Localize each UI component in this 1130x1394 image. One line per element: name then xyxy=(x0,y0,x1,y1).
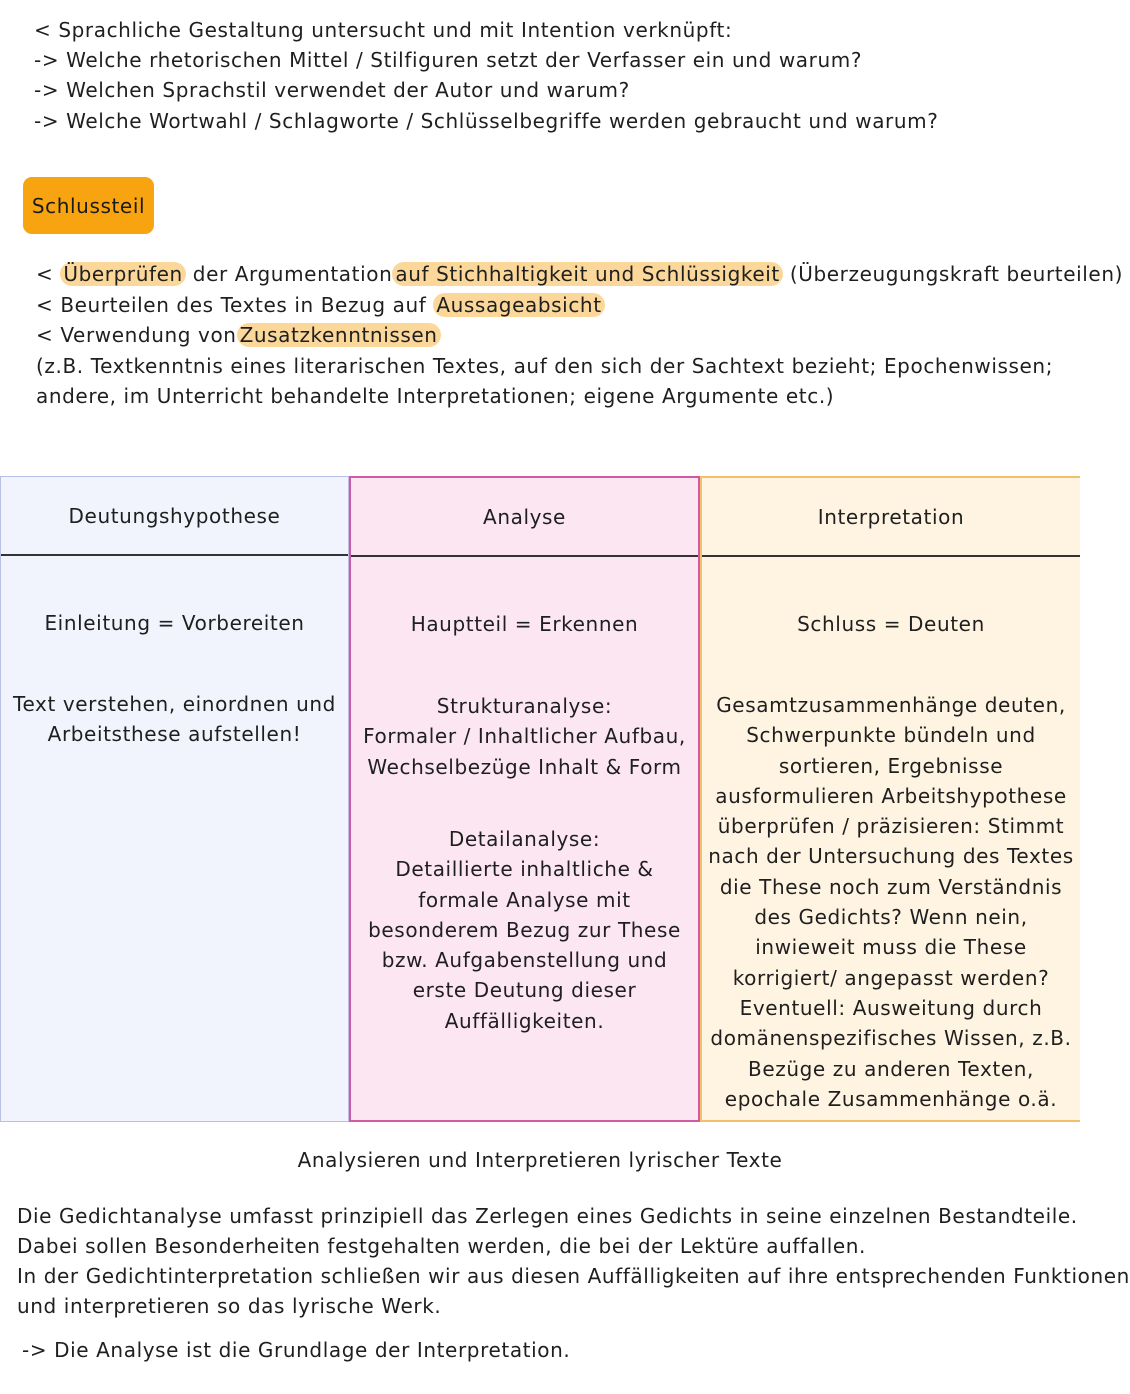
top-line-3: -> Welchen Sprachstil verwendet der Autor und warum? xyxy=(34,78,630,102)
column-text xyxy=(9,689,340,750)
text-line: Detaillierte inhaltliche & xyxy=(395,857,654,882)
text-line: Formaler / Inhaltlicher Aufbau, xyxy=(363,724,686,749)
column-header: Analyse xyxy=(351,478,698,557)
highlight-zusatzkenntnissen: Zusatzkenntnissen xyxy=(237,323,441,347)
text-line: erste Deutung dieser xyxy=(412,978,637,1003)
schlussteil-badge: Schlussteil xyxy=(23,177,154,234)
strukturanalyse-text xyxy=(359,691,690,782)
bottom-paragraph-line-2: Dabei sollen Besonderheiten festgehalten werden, die bei der Lektüre auffallen. xyxy=(17,1234,866,1258)
highlight-ueberpruefen: Überprüfen xyxy=(60,262,185,286)
highlight-aussageabsicht: Aussageabsicht xyxy=(433,293,604,317)
text-line: bzw. Aufgabenstellung und xyxy=(381,948,668,973)
text-line: Wechselbezüge Inhalt & Form xyxy=(367,754,682,779)
text-line: epochale Zusammenhänge o.ä. xyxy=(724,1086,1058,1111)
text-line: besonderem Bezug zur These xyxy=(368,917,681,942)
text-line: formale Analyse mit xyxy=(418,887,631,912)
text-line: die These noch zum Verständnis xyxy=(719,874,1063,899)
text-line: Schwerpunkte bündeln und xyxy=(746,723,1036,748)
schluss-line-3 xyxy=(36,320,441,350)
schluss-line-1 xyxy=(36,259,1123,289)
text-line: überprüfen / präzisieren: Stimmt xyxy=(717,814,1065,839)
text-line: Text verstehen, einordnen und xyxy=(13,692,336,716)
schluss-line-2-text: < Beurteilen des Textes in Bezug auf xyxy=(36,293,427,317)
bottom-conclusion: -> Die Analyse ist die Grundlage der Interpretation. xyxy=(22,1338,571,1362)
bottom-paragraph-line-3: In der Gedichtinterpretation schließen wir aus diesen Auffälligkeiten auf ihre entsprechenden Funktionen xyxy=(17,1264,1130,1288)
column-header: Deutungshypothese xyxy=(1,477,348,556)
column-title: Einleitung = Vorbereiten xyxy=(44,611,305,635)
text-line: Arbeitsthese aufstellen! xyxy=(47,722,302,747)
detailanalyse-text xyxy=(359,824,690,1036)
schluss-line-3-text: < Verwendung von xyxy=(36,323,237,347)
column-interpretation xyxy=(700,476,1080,1122)
text-line: Detailanalyse: xyxy=(448,827,601,851)
column-deutungshypothese xyxy=(0,476,349,1122)
schluss-line-4: (z.B. Textkenntnis eines literarischen Textes, auf den sich der Sachtext bezieht; Epochenwissen; xyxy=(36,354,1054,378)
text-line: sortieren, Ergebnisse xyxy=(778,753,1004,778)
bottom-paragraph-line-4: und interpretieren so das lyrische Werk. xyxy=(17,1294,442,1318)
schluss-line-2 xyxy=(36,290,605,320)
highlight-stichhaltigkeit: auf Stichhaltigkeit und Schlüssigkeit xyxy=(392,262,782,286)
text-line: domänenspezifisches Wissen, z.B. xyxy=(710,1026,1072,1051)
bottom-paragraph-line-1: Die Gedichtanalyse umfasst prinzipiell das Zerlegen eines Gedichts in seine einzelnen Bestandteile. xyxy=(17,1204,1078,1228)
text-line: Auffälligkeiten. xyxy=(444,1008,605,1033)
text-line: nach der Untersuchung des Textes xyxy=(708,844,1074,869)
top-line-2: -> Welche rhetorischen Mittel / Stilfiguren setzt der Verfasser ein und warum? xyxy=(34,48,863,72)
text-line: Eventuell: Ausweitung durch xyxy=(739,995,1043,1020)
text-line: Bezüge zu anderen Texten, xyxy=(748,1056,1034,1081)
column-title: Hauptteil = Erkennen xyxy=(410,612,639,636)
text-line: Strukturanalyse: xyxy=(436,694,613,718)
text-line: korrigiert/ angepasst werden? xyxy=(732,965,1050,990)
schluss-line-1-mid: der Argumentation xyxy=(192,262,393,286)
section-title: Analysieren und Interpretieren lyrischer Texte xyxy=(297,1148,783,1172)
text-line: des Gedichts? Wenn nein, xyxy=(754,905,1028,930)
bullet-prefix: < xyxy=(36,262,54,286)
text-line: inwieweit muss die These xyxy=(755,935,1027,960)
column-text xyxy=(704,690,1078,1114)
text-line: Gesamtzusammenhänge deuten, xyxy=(716,693,1066,717)
column-header: Interpretation xyxy=(702,478,1080,557)
top-line-1: < Sprachliche Gestaltung untersucht und mit Intention verknüpft: xyxy=(34,18,733,42)
schluss-line-1-end: (Überzeugungskraft beurteilen) xyxy=(789,262,1124,286)
top-line-4: -> Welche Wortwahl / Schlagworte / Schlüsselbegriffe werden gebraucht und warum? xyxy=(34,109,939,133)
schluss-line-5: andere, im Unterricht behandelte Interpretationen; eigene Argumente etc.) xyxy=(36,384,835,408)
column-analyse xyxy=(349,476,700,1122)
text-line: ausformulieren Arbeitshypothese xyxy=(715,783,1067,808)
column-title: Schluss = Deuten xyxy=(797,612,985,636)
